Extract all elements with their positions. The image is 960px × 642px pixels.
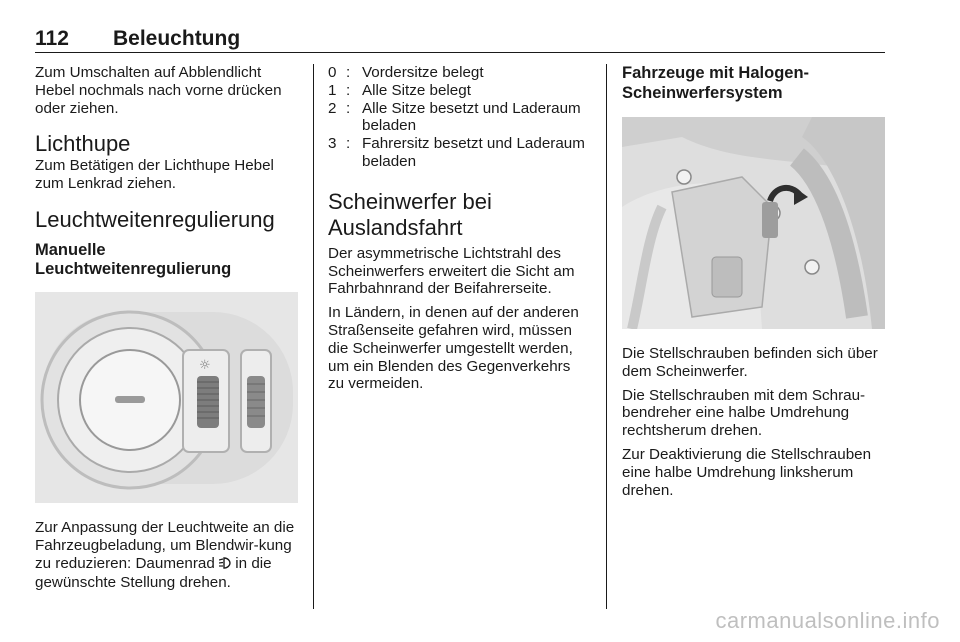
manual-lwr-heading: Manuelle Leuchtweitenregulierung [35,240,232,279]
illustration-caption: Zur Anpassung der Leuchtweite an die Fahrzeugbeladung, um Blendwir-kung zu reduzieren: Daumenrad in die gewünschte Stellung drehen. [35,518,295,592]
light-switch-illustration [35,292,298,503]
column-3 [622,64,886,505]
column-divider-2 [606,64,607,609]
watermark: carmanualsonline.info [715,608,940,633]
lichthupe-heading: Lichthupe [35,131,131,157]
lichthupe-paragraph: Zum Betätigen der Lichthupe Hebel zum Lenkrad ziehen. [35,157,274,193]
load-level-list [328,64,590,171]
headlight-range-icon [219,556,231,575]
chapter-title: Beleuchtung [113,27,241,50]
halogen-paragraph-1: Die Stellschrauben befinden sich über dem Scheinwerfer. [622,345,878,380]
headlight-adjustment-illustration [622,117,885,329]
page-header [35,27,885,51]
svg-text:☼: ☼ [199,357,211,373]
column-1 [35,64,300,598]
halogen-paragraph-3: Zur Deaktivierung die Stellschrauben eine halbe Umdrehung linksherum drehen. [622,445,872,499]
list-item: 0 : Vordersitze belegt [328,64,484,81]
halogen-paragraph-2: Die Stellschrauben mit dem Schrau-bendreher eine halbe Umdrehung rechtsherum drehen. [622,386,866,440]
halogen-heading: Fahrzeuge mit Halogen- Scheinwerfersystem [622,64,810,102]
auslandsfahrt-paragraph-1: Der asymmetrische Lichtstrahl des Scheinwerfers erweitert die Sicht am Fahrbahnrand der Beifahrerseite. [328,244,575,298]
auslandsfahrt-paragraph-2: In Ländern, in denen auf der anderen Straßenseite gefahren wird, müssen die Scheinwerfer umgestellt werden, um ein Blenden des Gegenverkehrs zu vermeiden. [328,304,579,393]
lwr-heading: Leuchtweitenregulierung [35,206,275,232]
column-2 [328,64,590,399]
page-number: 112 [35,27,69,50]
intro-paragraph: Zum Umschalten auf Abblendlicht Hebel nochmals nach vorne drücken oder ziehen. [35,64,282,117]
column-divider-1 [313,64,314,609]
header-divider [35,52,885,53]
list-item: 2 : Alle Sitze besetzt und Laderaum beladen [328,99,581,135]
list-item: 1 : Alle Sitze belegt [328,81,471,99]
list-item: 3 : Fahrersitz besetzt und Laderaum beladen [328,135,585,170]
auslandsfahrt-heading: Scheinwerfer bei Auslandsfahrt [328,188,492,240]
